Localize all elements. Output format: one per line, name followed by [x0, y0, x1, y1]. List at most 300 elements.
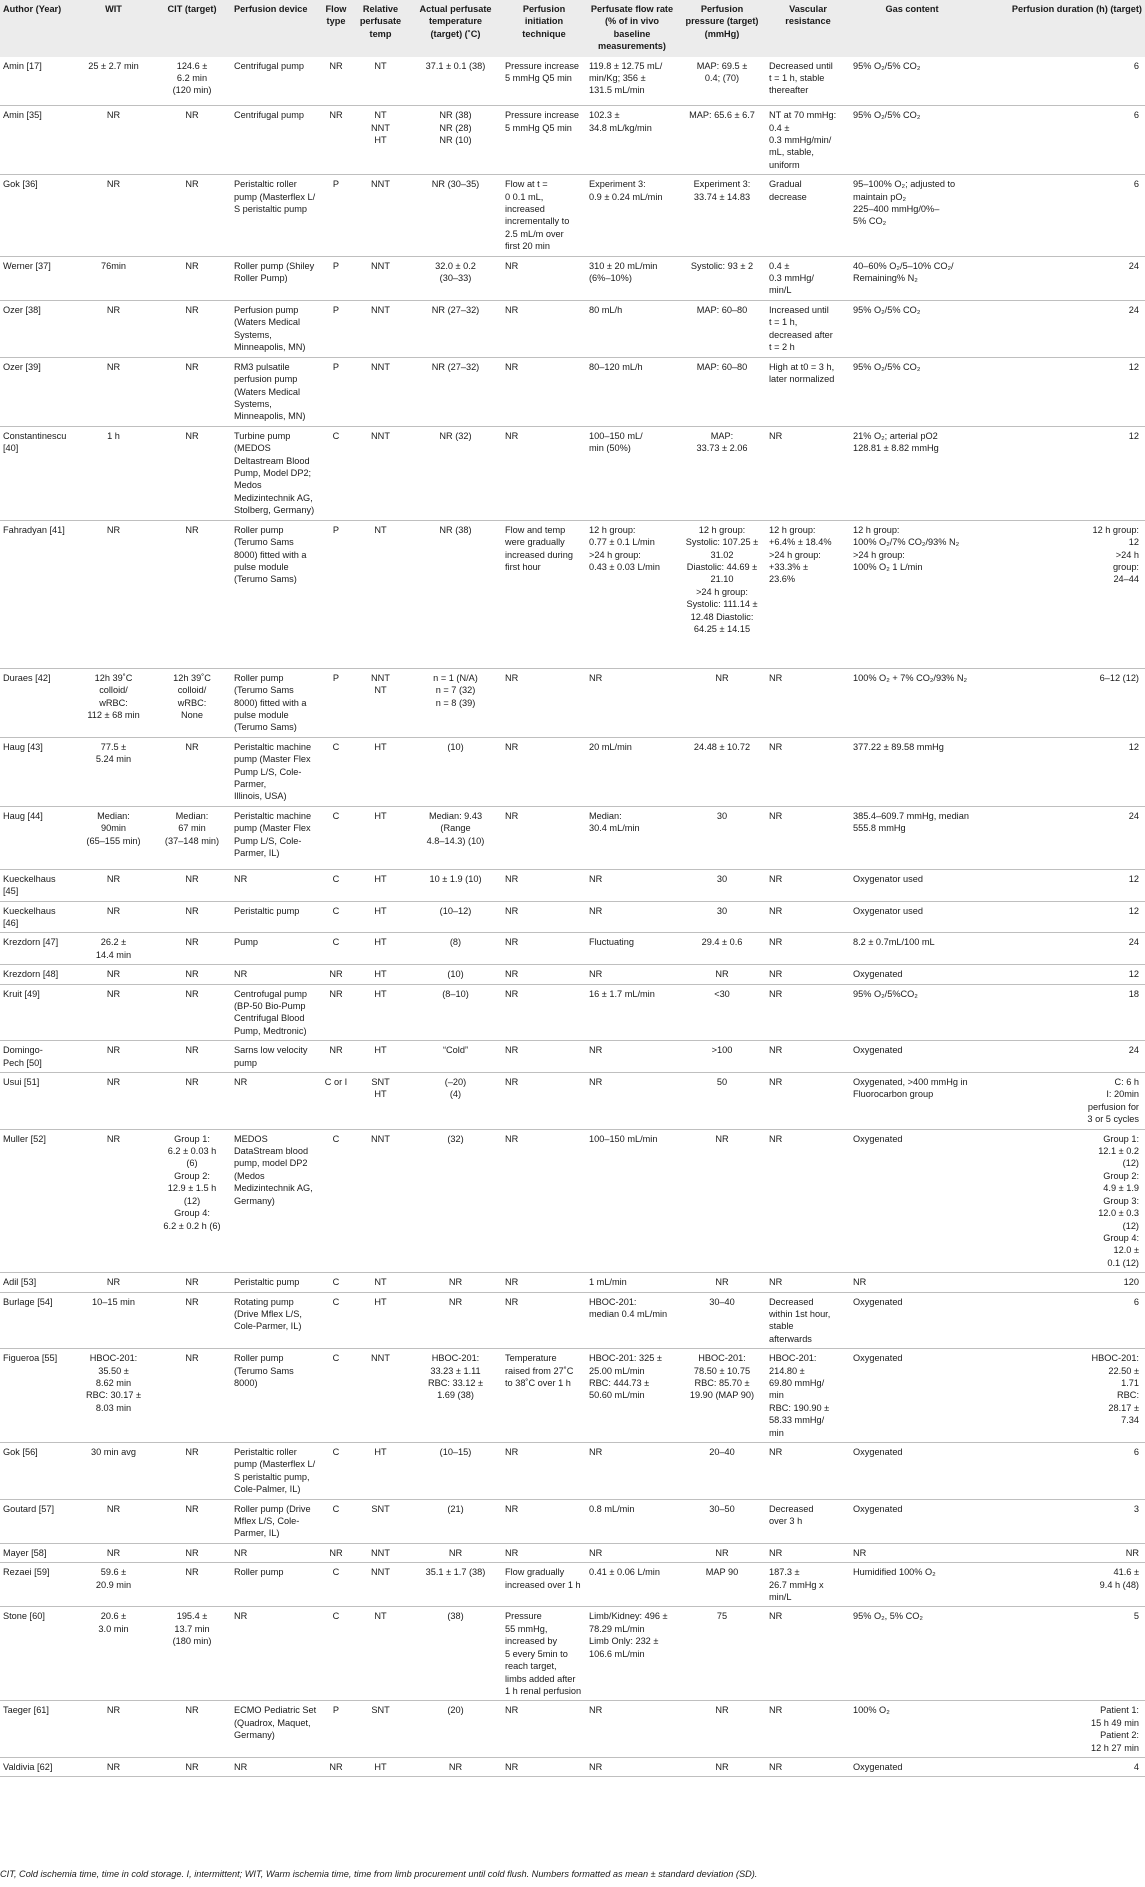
cit-value: NR: [185, 1296, 199, 1307]
flow-rate-value: 80–120 mL/h: [589, 361, 643, 372]
cell-pressure: [678, 1073, 766, 1130]
resistance-value: NR: [769, 937, 783, 948]
wit-value: NR: [106, 905, 121, 916]
wit-value: 12h 39˚C colloid/ wRBC: 112 ± 68 min: [87, 672, 140, 720]
cell-initiation: [502, 1499, 586, 1543]
author-value: Muller [52]: [3, 1133, 46, 1144]
cell-perfusion-device: [231, 426, 320, 520]
cell-flow-rate: [586, 1543, 678, 1562]
cell-flow-type: [320, 426, 352, 520]
cell-cit: [153, 1129, 231, 1272]
cell-initiation: [502, 256, 586, 300]
actual-temp-value: (38): [447, 1611, 464, 1622]
cell-author: [0, 1349, 74, 1443]
cell-wit: [74, 869, 153, 901]
cell-relative-temp: [352, 1273, 409, 1292]
cell-author: [0, 1073, 74, 1130]
cit-value: NR: [185, 1045, 199, 1056]
cell-wit: [74, 1563, 153, 1607]
relative-temp-value: NNT: [371, 361, 390, 372]
cell-relative-temp: [352, 965, 409, 984]
flow-rate-value: 102.3 ± 34.8 mL/kg/min: [589, 110, 652, 133]
cell-author: [0, 965, 74, 984]
cell-actual-temp: [409, 256, 502, 300]
relative-temp-value: NT: [374, 1611, 387, 1622]
wit-value: NR: [106, 1133, 121, 1144]
cell-duration: [974, 901, 1145, 933]
gas-content-value: 385.4–609.7 mmHg, median 555.8 mmHg: [853, 810, 969, 834]
resistance-value: NR: [769, 905, 783, 916]
pressure-value: 29.4 ± 0.6: [701, 937, 743, 948]
cell-cit: [153, 965, 231, 984]
gas-content-value: Oxygenated, >400 mmHg in Fluorocarbon group: [853, 1077, 968, 1100]
cit-value: NR: [185, 1277, 199, 1288]
cell-actual-temp: [409, 1499, 502, 1543]
flow-type-value: P: [332, 524, 340, 535]
flow-rate-value: Limb/Kidney: 496 ± 78.29 mL/min Limb Only: 232 ± 106.6 mL/min: [589, 1611, 668, 1659]
cell-pressure: [678, 1757, 766, 1776]
cell-relative-temp: [352, 175, 409, 256]
cell-wit: [74, 106, 153, 175]
flow-rate-value: NR: [589, 1547, 603, 1558]
perfusion-device-value: Rotating pump (Drive Mflex L/S, Cole-Parmer, IL): [234, 1296, 302, 1332]
cell-flow-type: [320, 901, 352, 933]
table-row: [0, 1543, 1145, 1562]
cell-perfusion-device: [231, 1349, 320, 1443]
cell-cit: [153, 1701, 231, 1758]
initiation-value: NR: [505, 1045, 519, 1056]
cit-value: NR: [185, 260, 199, 271]
cell-cit: [153, 869, 231, 901]
cell-flow-type: [320, 984, 352, 1041]
cell-perfusion-device: [231, 933, 320, 965]
flow-type-value: C: [332, 1277, 340, 1288]
pressure-value: 50: [716, 1077, 728, 1088]
cell-flow-rate: [586, 426, 678, 520]
cell-duration: [974, 1129, 1145, 1272]
initiation-value: NR: [505, 1547, 519, 1558]
cell-perfusion-device: [231, 1292, 320, 1349]
cell-actual-temp: [409, 984, 502, 1041]
author-value: Fahradyan [41]: [3, 524, 65, 535]
author-value: Amin [35]: [3, 110, 42, 121]
relative-temp-value: NT NNT HT: [371, 110, 390, 145]
cell-pressure: [678, 1349, 766, 1443]
cell-flow-type: [320, 1273, 352, 1292]
cell-relative-temp: [352, 426, 409, 520]
cell-flow-rate: [586, 1292, 678, 1349]
cit-value: NR: [185, 524, 199, 535]
cell-relative-temp: [352, 806, 409, 869]
initiation-value: NR: [505, 1503, 519, 1514]
table-row: [0, 806, 1145, 869]
duration-value: 6: [1133, 110, 1139, 121]
cell-perfusion-device: [231, 1607, 320, 1701]
author-value: Stone [60]: [3, 1611, 45, 1622]
table-row: [0, 869, 1145, 901]
table-row: [0, 901, 1145, 933]
cell-wit: [74, 668, 153, 737]
gas-content-value: Oxygenated: [853, 1761, 903, 1772]
duration-value: 4: [1133, 1761, 1139, 1772]
table-row: [0, 1129, 1145, 1272]
cell-perfusion-device: [231, 1041, 320, 1073]
relative-temp-value: NNT: [371, 260, 390, 271]
actual-temp-value: (10–12): [439, 905, 472, 916]
header-author: Author (Year): [3, 4, 62, 14]
cell-perfusion-device: [231, 300, 320, 357]
duration-value: NR: [1125, 1547, 1139, 1558]
cell-author: [0, 256, 74, 300]
actual-temp-value: (10–15): [439, 1447, 472, 1457]
cell-flow-rate: [586, 965, 678, 984]
perfusion-device-value: ECMO Pediatric Set (Quadrox, Maquet, Germany): [234, 1705, 317, 1741]
actual-temp-value: NR: [448, 1761, 463, 1772]
gas-content-value: 377.22 ± 89.58 mmHg: [853, 741, 944, 752]
flow-type-value: C or I: [324, 1077, 348, 1088]
actual-temp-value: 32.0 ± 0.2 (30–33): [435, 260, 476, 283]
cell-actual-temp: [409, 426, 502, 520]
relative-temp-value: NNT NT: [371, 672, 390, 696]
flow-rate-value: Fluctuating: [589, 937, 634, 948]
duration-value: 24: [1128, 937, 1139, 948]
perfusion-device-value: Roller pump (Terumo Sams 8000) fitted with a pulse module (Terumo Sams): [234, 672, 307, 733]
cell-resistance: [766, 1349, 850, 1443]
pressure-value: NR: [715, 1547, 729, 1558]
cell-relative-temp: [352, 1292, 409, 1349]
relative-temp-value: NNT: [371, 304, 390, 315]
flow-rate-value: NR: [589, 905, 603, 916]
actual-temp-value: NR: [448, 1547, 463, 1558]
cell-flow-type: [320, 357, 352, 426]
perfusion-device-value: NR: [234, 873, 248, 884]
cell-duration: [974, 106, 1145, 175]
cell-cit: [153, 1443, 231, 1500]
cell-resistance: [766, 737, 850, 806]
cell-flow-rate: [586, 520, 678, 668]
cell-actual-temp: [409, 57, 502, 106]
cell-cit: [153, 668, 231, 737]
cell-wit: [74, 806, 153, 869]
cell-flow-rate: [586, 1443, 678, 1500]
cell-author: [0, 668, 74, 737]
table-row: [0, 426, 1145, 520]
flow-rate-value: NR: [589, 873, 603, 884]
cell-relative-temp: [352, 901, 409, 933]
cell-wit: [74, 984, 153, 1041]
cell-wit: [74, 965, 153, 984]
perfusion-device-value: Centrifugal pump: [234, 110, 304, 121]
cell-resistance: [766, 965, 850, 984]
duration-value: 24: [1128, 260, 1139, 271]
gas-content-value: Oxygenated: [853, 1447, 903, 1457]
cell-initiation: [502, 1701, 586, 1758]
cell-cit: [153, 357, 231, 426]
wit-value: NR: [106, 179, 121, 190]
flow-rate-value: 20 mL/min: [589, 741, 632, 752]
cell-initiation: [502, 1273, 586, 1292]
cell-resistance: [766, 1041, 850, 1073]
flow-type-value: P: [332, 304, 340, 315]
wit-value: 59.6 ± 20.9 min: [95, 1567, 132, 1590]
cell-relative-temp: [352, 256, 409, 300]
cit-value: NR: [185, 1077, 199, 1088]
cell-gas-content: [850, 668, 974, 737]
cell-pressure: [678, 806, 766, 869]
cell-author: [0, 1563, 74, 1607]
perfusion-device-value: Turbine pump (MEDOS Deltastream Blood Pump, Model DP2; Medos Medizintechnik AG, Stolberg, Germany): [234, 430, 315, 516]
cell-author: [0, 520, 74, 668]
relative-temp-value: HT: [374, 1447, 387, 1457]
wit-value: NR: [106, 1761, 121, 1772]
cell-gas-content: [850, 520, 974, 668]
cit-value: NR: [185, 741, 199, 752]
header-cit: CIT (target): [167, 4, 217, 14]
cell-perfusion-device: [231, 806, 320, 869]
cell-resistance: [766, 426, 850, 520]
cell-resistance: [766, 1499, 850, 1543]
cell-perfusion-device: [231, 256, 320, 300]
cell-flow-rate: [586, 300, 678, 357]
relative-temp-value: HT: [374, 937, 387, 948]
cell-relative-temp: [352, 1443, 409, 1500]
duration-value: 6: [1133, 1296, 1139, 1307]
cell-cit: [153, 1073, 231, 1130]
pressure-value: NR: [715, 1705, 729, 1716]
actual-temp-value: (8): [449, 937, 462, 948]
flow-type-value: C: [332, 430, 340, 441]
cell-resistance: [766, 806, 850, 869]
cell-initiation: [502, 175, 586, 256]
actual-temp-value: Median: 9.43 (Range 4.8–14.3) (10): [426, 810, 485, 846]
duration-value: 41.6 ± 9.4 h (48): [1099, 1567, 1139, 1590]
cell-pressure: [678, 1499, 766, 1543]
flow-type-value: C: [332, 1133, 340, 1144]
initiation-value: Flow at t = 0 0.1 mL, increased incrementally to 2.5 mL/m over first 20 min: [505, 179, 570, 252]
table-row: [0, 737, 1145, 806]
flow-type-value: NR: [329, 60, 343, 71]
cell-relative-temp: [352, 869, 409, 901]
cell-flow-rate: [586, 933, 678, 965]
cell-cit: [153, 1499, 231, 1543]
cell-flow-rate: [586, 1499, 678, 1543]
table-row: [0, 1607, 1145, 1701]
resistance-value: NR: [769, 988, 783, 999]
perfusion-device-value: Roller pump (Terumo Sams 8000): [234, 1353, 294, 1388]
initiation-value: NR: [505, 810, 519, 821]
wit-value: NR: [106, 361, 121, 372]
gas-content-value: 100% O₂: [853, 1705, 890, 1716]
cell-wit: [74, 57, 153, 106]
cell-initiation: [502, 806, 586, 869]
author-value: Adil [53]: [3, 1277, 37, 1288]
cell-cit: [153, 737, 231, 806]
gas-content-value: 21% O₂; arterial pO2 128.81 ± 8.82 mmHg: [853, 430, 939, 454]
cell-wit: [74, 1073, 153, 1130]
cell-author: [0, 1757, 74, 1776]
table-row: [0, 984, 1145, 1041]
flow-rate-value: 80 mL/h: [589, 304, 623, 315]
cell-flow-type: [320, 1129, 352, 1272]
table-body: [0, 57, 1145, 1777]
cell-wit: [74, 1543, 153, 1562]
perfusion-device-value: Pump: [234, 937, 259, 948]
cell-cit: [153, 426, 231, 520]
cell-perfusion-device: [231, 520, 320, 668]
initiation-value: NR: [505, 873, 519, 884]
relative-temp-value: NNT: [371, 1567, 390, 1578]
cell-author: [0, 106, 74, 175]
cell-relative-temp: [352, 668, 409, 737]
cell-resistance: [766, 1292, 850, 1349]
cell-flow-type: [320, 106, 352, 175]
resistance-value: NR: [769, 873, 783, 884]
author-value: Kueckelhaus [45]: [3, 873, 56, 897]
cell-actual-temp: [409, 1563, 502, 1607]
flow-rate-value: 1 mL/min: [589, 1277, 627, 1288]
perfusion-device-value: Roller pump: [234, 1567, 284, 1578]
cell-perfusion-device: [231, 737, 320, 806]
cit-value: NR: [185, 179, 199, 190]
cell-flow-rate: [586, 984, 678, 1041]
gas-content-value: 40–60% O₂/5–10% CO₂/ Remaining% N₂: [853, 260, 954, 283]
initiation-value: NR: [505, 1296, 519, 1307]
cell-resistance: [766, 984, 850, 1041]
cell-flow-type: [320, 869, 352, 901]
initiation-value: NR: [505, 1077, 519, 1088]
header-wit: WIT: [105, 4, 122, 14]
resistance-value: Decreased until t = 1 h, stable thereafter: [769, 60, 833, 96]
perfusion-device-value: NR: [234, 969, 248, 980]
cell-author: [0, 300, 74, 357]
cell-actual-temp: [409, 901, 502, 933]
actual-temp-value: (21): [447, 1503, 464, 1514]
wit-value: NR: [106, 524, 121, 535]
author-value: Kueckelhaus [46]: [3, 905, 56, 928]
cit-value: NR: [185, 969, 199, 980]
cell-flow-rate: [586, 256, 678, 300]
flow-rate-value: HBOC-201: median 0.4 mL/min: [589, 1296, 668, 1319]
cell-actual-temp: [409, 1273, 502, 1292]
duration-value: 12: [1128, 969, 1139, 980]
initiation-value: NR: [505, 304, 519, 315]
cit-value: NR: [185, 1761, 199, 1772]
initiation-value: NR: [505, 1277, 519, 1288]
perfusion-device-value: Roller pump (Shiley Roller Pump): [234, 260, 315, 283]
flow-type-value: P: [332, 672, 340, 683]
flow-rate-value: NR: [589, 1045, 603, 1056]
cell-resistance: [766, 256, 850, 300]
relative-temp-value: NNT: [371, 1353, 390, 1364]
pressure-value: MAP 90: [705, 1567, 739, 1578]
cell-perfusion-device: [231, 1273, 320, 1292]
initiation-value: NR: [505, 361, 519, 372]
cell-cit: [153, 57, 231, 106]
author-value: Figueroa [55]: [3, 1353, 58, 1364]
wit-value: HBOC-201: 35.50 ± 8.62 min RBC: 30.17 ± 8.03 min: [85, 1353, 142, 1413]
cell-actual-temp: [409, 1443, 502, 1500]
cit-value: NR: [185, 1503, 199, 1514]
cell-relative-temp: [352, 1543, 409, 1562]
cell-flow-type: [320, 1607, 352, 1701]
cell-flow-type: [320, 520, 352, 668]
pressure-value: 30: [716, 873, 728, 884]
cell-cit: [153, 106, 231, 175]
flow-type-value: C: [332, 1447, 340, 1457]
cell-perfusion-device: [231, 901, 320, 933]
cell-initiation: [502, 1543, 586, 1562]
perfusion-device-value: NR: [234, 1077, 248, 1088]
cell-pressure: [678, 1292, 766, 1349]
relative-temp-value: HT: [374, 969, 387, 980]
cell-flow-type: [320, 1292, 352, 1349]
cell-pressure: [678, 933, 766, 965]
relative-temp-value: NNT: [371, 1547, 390, 1558]
cell-gas-content: [850, 1292, 974, 1349]
cell-duration: [974, 869, 1145, 901]
author-value: Taeger [61]: [3, 1705, 49, 1716]
cell-flow-rate: [586, 1129, 678, 1272]
cell-gas-content: [850, 1563, 974, 1607]
cell-flow-type: [320, 1757, 352, 1776]
header-actual-temp: Actual perfusate temperature (target) (˚C): [419, 4, 492, 39]
cell-resistance: [766, 901, 850, 933]
cell-initiation: [502, 965, 586, 984]
flow-type-value: C: [332, 1611, 340, 1622]
cell-duration: [974, 1443, 1145, 1500]
cell-relative-temp: [352, 1349, 409, 1443]
resistance-value: NR: [769, 1277, 783, 1288]
wit-value: NR: [106, 1705, 121, 1716]
initiation-value: NR: [505, 430, 519, 441]
cell-gas-content: [850, 806, 974, 869]
cell-initiation: [502, 901, 586, 933]
flow-rate-value: 310 ± 20 mL/min (6%–10%): [589, 260, 658, 283]
flow-rate-value: HBOC-201: 325 ± 25.00 mL/min RBC: 444.73 ± 50.60 mL/min: [589, 1353, 662, 1401]
gas-content-value: NR: [853, 1547, 867, 1558]
cit-value: NR: [185, 430, 199, 441]
table-row: [0, 1443, 1145, 1500]
cell-initiation: [502, 1292, 586, 1349]
cell-duration: [974, 933, 1145, 965]
cell-initiation: [502, 520, 586, 668]
flow-type-value: P: [332, 1705, 340, 1716]
cell-perfusion-device: [231, 357, 320, 426]
cell-initiation: [502, 1073, 586, 1130]
gas-content-value: NR: [853, 1277, 867, 1288]
flow-rate-value: NR: [589, 1705, 603, 1716]
cell-relative-temp: [352, 1607, 409, 1701]
wit-value: NR: [106, 1277, 121, 1288]
cell-author: [0, 57, 74, 106]
flow-rate-value: 119.8 ± 12.75 mL/ min/Kg; 356 ± 131.5 mL/min: [589, 60, 663, 96]
actual-temp-value: (10): [447, 969, 464, 980]
cit-value: NR: [185, 1447, 199, 1457]
flow-type-value: C: [332, 1296, 340, 1307]
actual-temp-value: NR (27–32): [431, 361, 480, 372]
cell-pressure: [678, 1607, 766, 1701]
flow-rate-value: NR: [589, 1447, 603, 1457]
table-row: [0, 520, 1145, 668]
cell-flow-rate: [586, 869, 678, 901]
cell-relative-temp: [352, 933, 409, 965]
cell-gas-content: [850, 901, 974, 933]
author-value: Constantinescu [40]: [3, 430, 67, 454]
cell-duration: [974, 300, 1145, 357]
cell-resistance: [766, 57, 850, 106]
pressure-value: 30: [716, 810, 728, 821]
duration-value: 24: [1128, 810, 1139, 821]
